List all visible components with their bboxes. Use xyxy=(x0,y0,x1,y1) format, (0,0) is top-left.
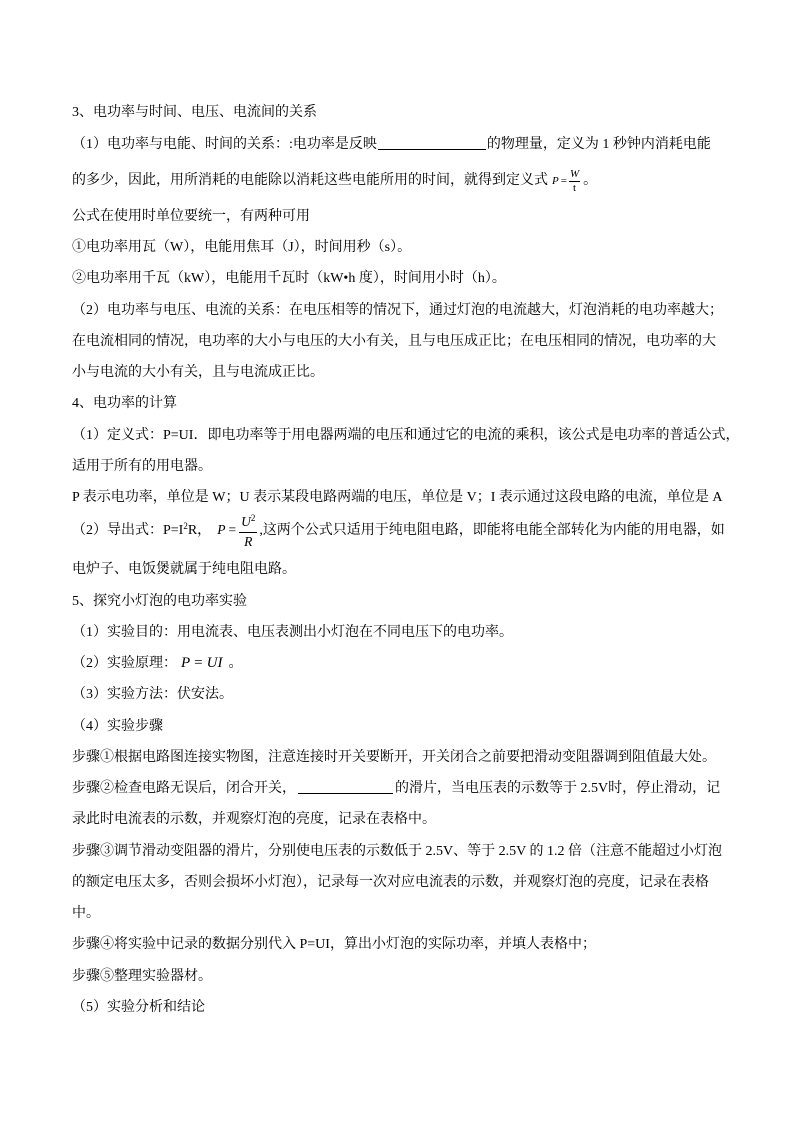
answer-blank xyxy=(298,779,393,794)
formula-denominator: t xyxy=(573,182,577,195)
formula-power-symbol: P xyxy=(552,174,559,187)
unit-consistency-note: 公式在使用时单位要统一，有两种可用 xyxy=(72,208,310,224)
formula-equals-sign: = xyxy=(560,174,567,187)
symbol-meanings: P 表示电功率，单位是 W；U 表示某段电路两端的电压，单位是 V；I 表示通过这段电路的电流，单位是 A xyxy=(72,490,723,506)
text-segment: 的滑片，当电压表的示数等于 2.5V时，停止滑动，记 xyxy=(395,781,721,797)
power-voltage-current-relation-line-3: 小与电流的大小有关，且与电流成正比。 xyxy=(72,365,324,381)
formula-fraction xyxy=(239,514,257,549)
section-3-heading: 3、电功率与时间、电压、电流间的关系 xyxy=(72,105,317,121)
formula-denominator: R xyxy=(244,533,253,549)
experiment-method: （3）实验方法：伏安法。 xyxy=(72,687,233,703)
superscript-exponent: 2 xyxy=(183,521,188,532)
derived-formulas-line-1 xyxy=(72,513,772,554)
document-body xyxy=(72,97,772,1023)
text-segment: 的多少，因此，用所消耗的电能除以消耗这些电能所用的时间，就得到定义式 xyxy=(72,172,548,188)
power-energy-time-relation-line-2 xyxy=(72,160,772,201)
power-definition-formula xyxy=(552,168,580,195)
section-4-heading: 4、电功率的计算 xyxy=(72,396,177,412)
step-3-line-3: 中。 xyxy=(72,906,100,922)
step-2-line-2: 录此时电流表的示数，并观察灯泡的亮度，记录在表格中。 xyxy=(72,812,436,828)
formula-power-symbol: P xyxy=(217,522,226,538)
step-1: 步骤①根据电路图连接实物图，注意连接时开关要断开，开关闭合之前要把滑动变阻器调到阻值最大处。 xyxy=(72,749,716,765)
experiment-purpose: （1）实验目的：用电流表、电压表测出小灯泡在不同电压下的电功率。 xyxy=(72,624,513,640)
experiment-analysis-heading: （5）实验分析和结论 xyxy=(72,999,205,1015)
step-2-line-1 xyxy=(72,773,772,804)
step-3-line-2: 的额定电压太多，否则会损坏小灯泡），记录每一次对应电流表的示数，并观察灯泡的亮度，记录在表格 xyxy=(72,874,709,890)
power-voltage-current-relation-line-1: （2）电功率与电压、电流的关系：在电压相等的情况下，通过灯泡的电流越大，灯泡消耗的电功率越大； xyxy=(72,302,723,318)
definition-formula-line-1: （1）定义式：P=UI．即电功率等于用电器两端的电压和通过它的电流的乘积，该公式是电功率的普适公式， xyxy=(72,427,740,443)
text-segment: （2）实验原理： xyxy=(72,656,177,672)
power-energy-time-relation-line-1 xyxy=(72,129,772,160)
definition-formula-line-2: 适用于所有的用电器。 xyxy=(72,458,212,474)
principle-formula xyxy=(181,655,222,671)
experiment-principle xyxy=(72,648,772,679)
text-segment: ,这两个公式只适用于纯电阻电路，即能将电能全部转化为内能的用电器，如 xyxy=(259,523,725,539)
power-voltage-current-relation-line-2: 在电流相同的情况，电功率的大小与电压的大小有关，且与电压成正比；在电压相同的情况，电功率的大 xyxy=(72,333,716,349)
experiment-steps-heading: （4）实验步骤 xyxy=(72,718,163,734)
text-segment: 的物理量，定义为 1 秒钟内消耗电能 xyxy=(486,136,711,152)
formula-numerator: W xyxy=(569,168,580,181)
superscript-exponent: 2 xyxy=(250,512,256,523)
answer-blank xyxy=(378,135,486,150)
formula-numerator xyxy=(239,514,257,533)
text-segment: 步骤②检查电路无误后，闭合开关， xyxy=(72,781,296,797)
formula-fraction xyxy=(569,168,580,194)
step-5: 步骤⑤整理实验器材。 xyxy=(72,968,212,984)
formula-equals-sign: = xyxy=(194,655,203,672)
unit-system-1: ①电功率用瓦（W），电能用焦耳（J），时间用秒（s）。 xyxy=(72,240,412,256)
text-segment: （2）导出式：P=I xyxy=(72,523,184,539)
text-segment: （1）电功率与电能、时间的关系：:电功率是反映 xyxy=(72,136,377,152)
formula-voltage-current-product: UI xyxy=(206,655,223,672)
power-voltage-resistance-formula xyxy=(217,512,257,549)
step-4: 步骤④将实验中记录的数据分别代入 P=UI，算出小灯泡的实际功率，并填人表格中； xyxy=(72,937,596,953)
text-segment: R， xyxy=(187,523,212,539)
derived-formulas-line-2: 电炉子、电饭煲就属于纯电阻电路。 xyxy=(72,562,296,578)
formula-voltage-symbol: U xyxy=(241,513,251,529)
formula-equals-sign: = xyxy=(228,522,237,538)
step-3-line-1: 步骤③调节滑动变阻器的滑片，分别使电压表的示数低于 2.5V、等于 2.5V 的 1.2 倍（注意不能超过小灯泡 xyxy=(72,843,722,859)
text-segment: 。 xyxy=(583,172,598,188)
formula-power-symbol: P xyxy=(181,655,191,672)
section-5-heading: 5、探究小灯泡的电功率实验 xyxy=(72,593,247,609)
text-segment: 。 xyxy=(228,656,243,672)
unit-system-2: ②电功率用千瓦（kW），电能用千瓦时（kW•h 度），时间用小时（h）。 xyxy=(72,271,506,287)
